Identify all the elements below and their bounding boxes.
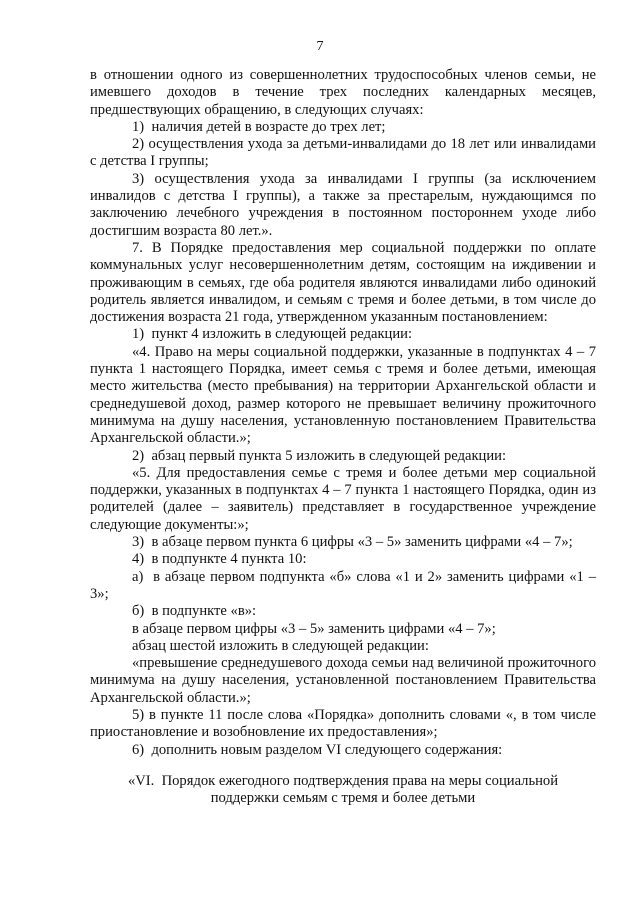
paragraph-quote-5: «5. Для предоставления семье с тремя и более детьми мер социальной поддержки, указанных в подпунктах 4 – 7 пункта 1 настоящего Порядка, один из родителей (далее – заявитель) представляет в государственное учреждение следующие документы:»; (90, 464, 596, 533)
paragraph-sixth-abzac: абзац шестой изложить в следующей редакции: (132, 637, 429, 654)
paragraph-subitem-1: 1) пункт 4 изложить в следующей редакции: (132, 326, 413, 343)
paragraph-section-7: 7. В Порядке предоставления мер социальной поддержки по оплате коммунальных услуг несовершеннолетним детям, состоящим на иждивении и проживающим в семьях, где оба родителя являются инвалидами либо одинокий родитель является инвалидом, и семьям с тремя и более детьми, в том числе до достижения возраста 21 года, утвержденном указанным постановлением: (90, 239, 596, 326)
section-heading-line-1: «VI. Порядок ежегодного подтверждения права на меры социальной (127, 772, 559, 789)
paragraph-subitem-2: 2) абзац первый пункта 5 изложить в следующей редакции: (132, 447, 507, 464)
section-heading (90, 773, 596, 808)
paragraph-item-3: 3) осуществления ухода за инвалидами I группы (за исключением инвалидов с детства I группы), а также за престарелым, нуждающимся по заключению лечебного учреждения в постоянном постороннем уходе либо достигшим возраста 80 лет.». (90, 170, 596, 239)
paragraph-subitem-6: 6) дополнить новым разделом VI следующего содержания: (132, 741, 503, 758)
document-body (90, 67, 596, 807)
paragraph-letter-b: б) в подпункте «в»: (132, 603, 257, 620)
paragraph-subitem-3: 3) в абзаце первом пункта 6 цифры «3 – 5» заменить цифрами «4 – 7»; (132, 534, 573, 551)
section-heading-line-2: поддержки семьям с тремя и более детьми (210, 790, 476, 807)
paragraph-subitem-4: 4) в подпункте 4 пункта 10: (132, 551, 307, 568)
paragraph-intro: в отношении одного из совершеннолетних трудоспособных членов семьи, не имевшего доходов в течение трех последних календарных месяцев, предшествующих обращению, в следующих случаях: (90, 67, 596, 118)
paragraph-subitem-5: 5) в пункте 11 после слова «Порядка» дополнить словами «, в том числе приостановление и возобновление их предоставления»; (90, 706, 596, 741)
paragraph-letter-a: а) в абзаце первом подпункта «б» слова «1 и 2» заменить цифрами «1 – 3»; (90, 568, 596, 602)
paragraph-first-abzac: в абзаце первом цифры «3 – 5» заменить цифрами «4 – 7»; (132, 620, 496, 637)
paragraph-quote-excess: «превышение среднедушевого дохода семьи над величиной прожиточного минимума на душу населения, установленной постановлением Правительства Архангельской области.»; (90, 655, 596, 706)
page-number: 7 (316, 39, 324, 54)
paragraph-quote-4: «4. Право на меры социальной поддержки, указанные в подпунктах 4 – 7 пункта 1 настоящего Порядка, имеет семья с тремя и более детьми, имеющая место жительства (место пребывания) на территории Архангельской области и среднедушевой доход, размер которого не превышает величину прожиточного минимума на душу населения, установленную постановлением Правительства Архангельской области.»; (90, 343, 596, 447)
paragraph-item-1: 1) наличия детей в возрасте до трех лет; (132, 118, 386, 135)
paragraph-item-2: 2) осуществления ухода за детьми-инвалидами до 18 лет или инвалидами с детства I группы; (90, 136, 596, 170)
